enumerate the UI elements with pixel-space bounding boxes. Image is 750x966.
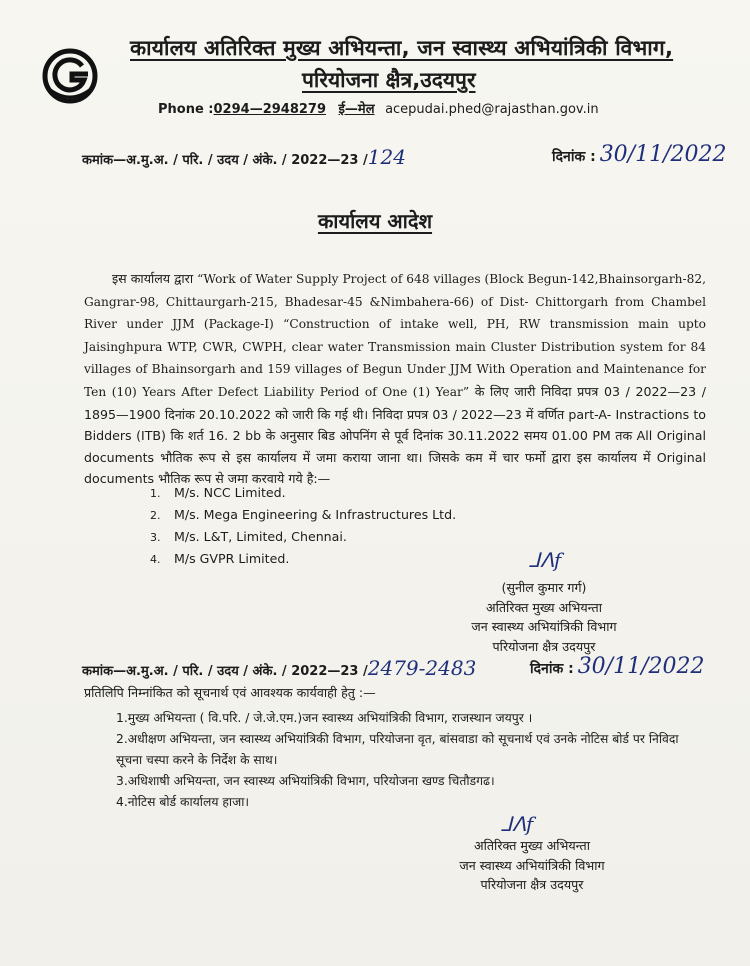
office-title-line1: कार्यालय अतिरिक्त मुख्य अभियन्ता, जन स्वास्थ्य अभियांत्रिकी विभाग, [130, 36, 674, 60]
reference-number-2 [82, 656, 476, 680]
signatory-department: जन स्वास्थ्य अभियांत्रिकी विभाग [471, 619, 617, 634]
signatory-department: जन स्वास्थ्य अभियांत्रिकी विभाग [459, 857, 605, 873]
order-body [84, 268, 706, 490]
phone-label: Phone : [158, 102, 214, 117]
body-intro: इस कार्यालय द्वारा [112, 271, 198, 286]
order-date-2 [530, 654, 705, 679]
phone-number: 0294—2948279 [213, 102, 327, 117]
email-address: acepudai.phed@rajasthan.gov.in [385, 102, 599, 117]
body-details: के लिए जारी निविदा प्रपत्र 03 / 2022—23 / 1895—1900 दिनांक 20.10.2022 को जारी कि गई थी। निविदा प्रपत्र 03 / 2022—23 में वर्णित part-A- Instractions to Bidders (ITB) कि शर्त 16. 2 bb के अनुसार बिड ओपनिंग से पूर्व दिनांक 30.11.2022 समय 01.00 PM तक All Original documents भौतिक रूप से इस कार्यालय में जमा कराया जाना था। जिसके कम में चार फर्मो द्वारा इस कार्यालय में Original documents भौतिक रूप से जमा करवाये गये है:— [84, 383, 706, 487]
reference-handwritten-number: 124 [367, 145, 406, 169]
reference-number-1 [82, 145, 406, 169]
list-item: 1. M/s. NCC Limited. [150, 485, 286, 500]
signature-block-2 [432, 836, 632, 895]
signatory-zone: परियोजना क्षैत्र उदयपुर [492, 638, 596, 654]
body-work-name: “Work of Water Supply Project of 648 villages (Block Begun-142,Bhainsorgarh-82, Gangrar-98, Chittaurgarh-215, Bhadesar-45 &Nimbahera-66) of Dist- Chittorgarh from Chambel River under JJM (Package-I) “Construction of intake well, PH, RW transmission main upto Jaisinghpura WTP, CWR, CWPH, clear water Transmission main Cluster Distribution system for 84 villages of Bhainsorgarh and 159 villages of Begun Under JJM With Operation and Maintenance for Ten (10) Years After Defect Liability Period of One (1) Year” [84, 272, 707, 399]
list-item: 4. M/s GVPR Limited. [150, 551, 290, 566]
signatory-name: (सुनील कुमार गर्ग) [501, 580, 587, 595]
signatory-designation: अतिरिक्त मुख्य अभियन्ता [474, 838, 590, 853]
copy-list [116, 708, 706, 813]
list-item: 2. M/s. Mega Engineering & Infrastructures Ltd. [150, 507, 457, 522]
list-item: 2.अधीक्षण अभियन्ता, जन स्वास्थ्य अभियांत्रिकी विभाग, परियोजना वृत, बांसवाडा को सूचनार्थ एवं उनके नोटिस बोर्ड पर निविदा सूचना चस्पा करने के निर्देश के साथ। [116, 732, 679, 767]
signatory-zone: परियोजना क्षैत्र उदयपुर [480, 877, 584, 892]
list-item: 4.नोटिस बोर्ड कार्यालय हाजा। [116, 795, 250, 809]
reference-handwritten-number: 2479-2483 [367, 656, 477, 680]
signature-mark-1: ᒧᐱf [528, 548, 562, 572]
date-handwritten: 30/11/2022 [577, 654, 705, 679]
signatory-designation: अतिरिक्त मुख्य अभियन्ता [486, 599, 602, 615]
signature-block-1 [444, 578, 644, 656]
copy-intro: प्रतिलिपि निम्नांकित को सूचनार्थ एवं आवश्यक कार्यवाही हेतु :— [84, 685, 376, 700]
email-label: ई—मेल [338, 102, 375, 117]
date-handwritten: 30/11/2022 [599, 142, 727, 167]
order-title: कार्यालय आदेश [317, 209, 433, 233]
list-item: 3. M/s. L&T, Limited, Chennai. [150, 529, 347, 544]
reference-prefix: कमांक—अ.मु.अ. / परि. / उदय / अंके. / 2022—23 / [82, 664, 368, 679]
list-item: 1.मुख्य अभियन्ता ( वि.परि. / जे.जे.एम.)जन स्वास्थ्य अभियांत्रिकी विभाग, राजस्थान जयपुर । [116, 711, 533, 725]
order-date-1 [552, 142, 727, 167]
date-label: दिनांक : [552, 149, 596, 165]
signature-mark-2: ᒧᐱf [500, 812, 534, 836]
firm-list [150, 482, 456, 570]
date-label: दिनांक : [530, 661, 574, 677]
phed-logo-icon [42, 48, 98, 104]
office-title-line2: परियोजना क्षैत्र,उदयपुर [302, 68, 476, 92]
reference-prefix: कमांक—अ.मु.अ. / परि. / उदय / अंके. / 2022—23 / [82, 153, 368, 168]
list-item: 3.अधिशाषी अभियन्ता, जन स्वास्थ्य अभियांत्रिकी विभाग, परियोजना खण्ड चितौडगढ। [116, 774, 495, 788]
contact-line [158, 99, 599, 117]
